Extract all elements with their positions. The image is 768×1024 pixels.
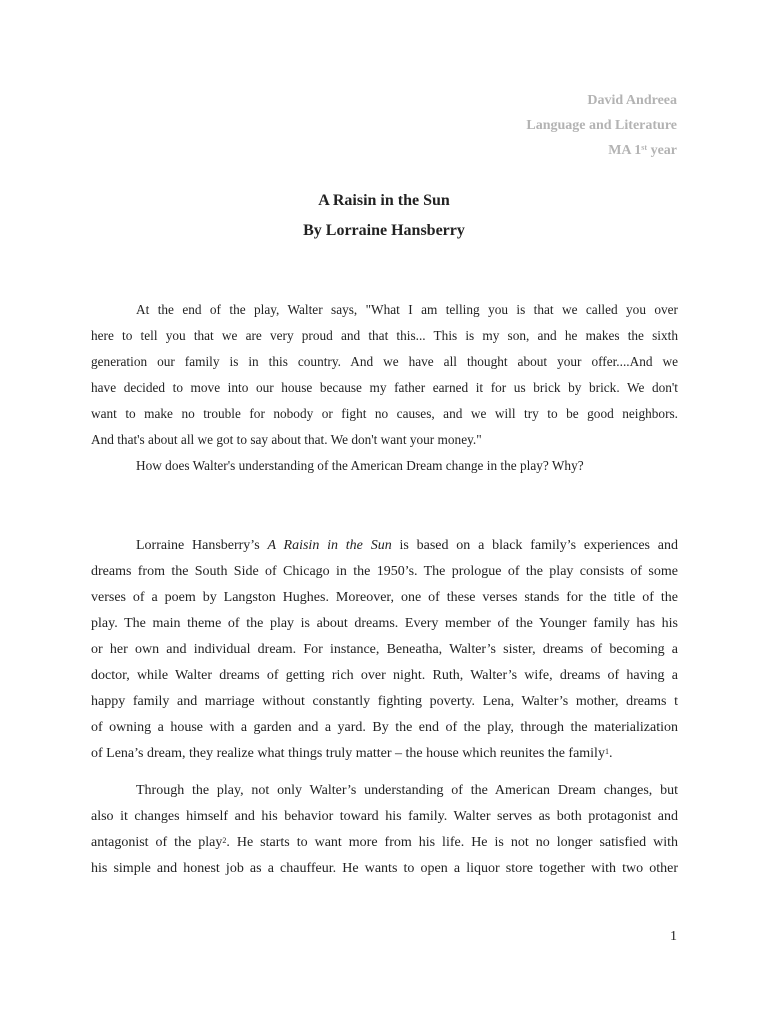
essay-subtitle: By Lorraine Hansberry <box>303 222 465 239</box>
quote-line: want to make no trouble for nobody or fight no causes, and we will try to be good neighbors. <box>91 406 678 421</box>
study-year: MA 1st year <box>608 143 677 158</box>
quote-line: At the end of the play, Walter says, "What I am telling you is that we called you over <box>136 302 678 317</box>
paragraph-line: Through the play, not only Walter’s understanding of the American Dream changes, but <box>136 783 678 798</box>
essay-question: How does Walter's understanding of the American Dream change in the play? Why? <box>136 458 584 473</box>
paragraph-line: or her own and individual dream. For instance, Beneatha, Walter’s sister, dreams of becoming a <box>91 642 678 657</box>
footnote-ref: 1 <box>604 747 609 756</box>
course-name: Language and Literature <box>526 118 677 133</box>
paragraph-line: his simple and honest job as a chauffeur. He wants to open a liquor store together with two other <box>91 861 678 876</box>
paragraph-line: also it changes himself and his behavior toward his family. Walter serves as both protagonist and <box>91 809 678 824</box>
footnote-ref: 2 <box>222 836 227 845</box>
quote-line: And that's about all we got to say about that. We don't want your money." <box>91 432 482 447</box>
paragraph-line: verses of a poem by Langston Hughes. Moreover, one of these verses stands for the title of the <box>91 590 678 605</box>
quote-line: generation our family is in this country. And we have all thought about your offer....And we <box>91 354 678 369</box>
paragraph-line: antagonist of the play$^2$. He starts to want more from his life. He is not no longer satisfied with <box>91 835 678 850</box>
paragraph-line: Lorraine Hansberry’s A Raisin in the Sun is based on a black family’s experiences and <box>136 538 678 553</box>
quote-line: have decided to move into our house because my father earned it for us brick by brick. We don't <box>91 380 678 395</box>
body-paragraph-1 <box>91 533 678 767</box>
paragraph-line: happy family and marriage without constantly fighting poverty. Lena, Walter’s mother, dreams t <box>91 694 678 709</box>
paragraph-line: play. The main theme of the play is about dreams. Every member of the Younger family has his <box>91 616 678 631</box>
essay-title: A Raisin in the Sun <box>318 192 450 209</box>
quote-line: here to tell you that we are very proud and that this... This is my son, and he makes the sixth <box>91 328 678 343</box>
paragraph-line: of owning a house with a garden and a yard. By the end of the play, through the materialization <box>91 720 678 735</box>
paragraph-line: of Lena’s dream, they realize what things truly matter – the house which reunites the family$^1$. <box>91 746 613 761</box>
book-title-italic: A Raisin in the Sun <box>267 538 392 553</box>
author-header <box>526 88 677 163</box>
paragraph-line: doctor, while Walter dreams of getting rich over night. Ruth, Walter’s wife, dreams of having a <box>91 668 678 683</box>
page-number: 1 <box>670 929 677 944</box>
paragraph-line: dreams from the South Side of Chicago in the 1950’s. The prologue of the play consists of some <box>91 564 678 579</box>
quote-paragraph <box>91 297 678 479</box>
author-name: David Andreea <box>587 93 677 108</box>
body-paragraph-2 <box>91 778 678 882</box>
